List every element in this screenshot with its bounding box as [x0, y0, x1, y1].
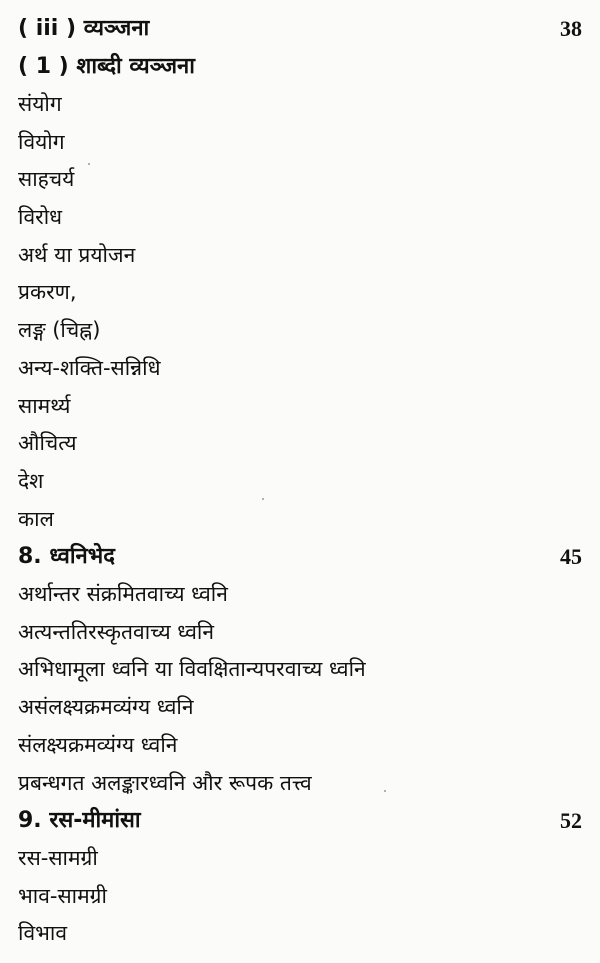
toc-entry-row: [18, 576, 582, 614]
toc-heading-text: ( iii ) व्यञ्जना: [18, 16, 150, 41]
toc-entry-row: [18, 764, 582, 802]
paper-speck: [88, 163, 90, 165]
toc-entry-row: [18, 199, 582, 237]
toc-entry-row: [18, 161, 582, 199]
toc-heading-text: ( 1 ) शाब्दी व्यञ्जना: [18, 53, 195, 79]
toc-entry-text: काल: [18, 506, 54, 531]
toc-heading-row: [18, 10, 582, 48]
toc-entry-text: सामर्थ्य: [18, 393, 71, 418]
toc-entry-row: [18, 689, 582, 727]
toc-entry-text: साहचर्य: [18, 167, 75, 192]
toc-entry-text: देश: [18, 468, 44, 493]
toc-entry-row: [18, 123, 582, 161]
toc-entry-text: अन्य-शक्ति-सन्निधि: [18, 355, 161, 380]
toc-entry-row: [18, 274, 582, 312]
paper-speck: [384, 790, 386, 792]
toc-entry-row: [18, 462, 582, 500]
toc-entry-text: औचित्य: [18, 431, 77, 456]
toc-entry-text: अत्यन्ततिरस्कृतवाच्य ध्वनि: [18, 619, 214, 644]
toc-entry-text: संलक्ष्यक्रमव्यंग्य ध्वनि: [18, 732, 178, 757]
toc-entry-text: वियोग: [18, 129, 65, 154]
toc-entry-text: अर्थ या प्रयोजन: [18, 242, 136, 267]
toc-heading-row: [18, 48, 582, 86]
toc-entry-row: [18, 839, 582, 877]
toc-entry-row: [18, 877, 582, 915]
toc-entry-row: [18, 613, 582, 651]
toc-heading-text: 9. रस-मीमांसा: [18, 807, 141, 833]
toc-page-number: 45: [560, 543, 582, 569]
paper-speck: [262, 498, 264, 500]
toc-entry-row: [18, 349, 582, 387]
toc-entry-row: [18, 500, 582, 538]
toc-page-number: 38: [560, 16, 582, 41]
toc-entry-text: विभाव: [18, 921, 67, 946]
toc-entry-row: [18, 651, 582, 689]
toc-entry-row: [18, 312, 582, 350]
toc-entry-text: रस-सामग्री: [18, 845, 98, 870]
toc-entry-row: [18, 726, 582, 764]
toc-entry-row: [18, 915, 582, 953]
toc-entry-text: भाव-सामग्री: [18, 883, 107, 908]
toc-entry-text: अभिधामूला ध्वनि या विवक्षितान्यपरवाच्य ध्वनि: [18, 657, 366, 682]
toc-entry-text: अर्थान्तर संक्रमितवाच्य ध्वनि: [18, 582, 228, 606]
toc-entry-text: लङ्ग (चिह्न): [18, 318, 101, 343]
toc-entry-text: विरोध: [18, 205, 63, 229]
toc-entry-text: प्रबन्धगत अलङ्कारध्वनि और रूपक तत्त्व: [18, 770, 312, 795]
toc-entry-text: असंलक्ष्यक्रमव्यंग्य ध्वनि: [18, 695, 194, 720]
toc-entry-row: [18, 425, 582, 463]
toc-entry-row: [18, 236, 582, 274]
toc-heading-row: [18, 802, 582, 840]
toc-entry-row: [18, 85, 582, 123]
toc-entry-text: संयोग: [18, 91, 62, 116]
toc-heading-row: [18, 538, 582, 576]
toc-page-number: 52: [560, 807, 582, 833]
toc-entry-row: [18, 387, 582, 425]
toc-entry-text: प्रकरण,: [18, 280, 77, 305]
toc-heading-text: 8. ध्वनिभेद: [18, 543, 115, 569]
